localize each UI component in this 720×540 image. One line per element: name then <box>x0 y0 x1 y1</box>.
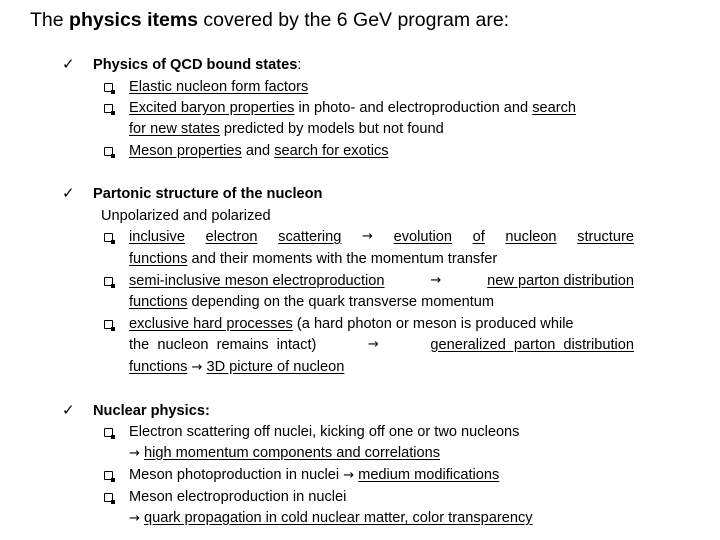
checkmark-icon: ✓ <box>62 402 75 419</box>
square-bullet-icon <box>104 233 113 242</box>
arrow-icon: → <box>430 273 442 288</box>
arrow-icon: → <box>191 360 203 375</box>
arrow-icon: → <box>129 446 140 461</box>
list-item: Meson electroproduction in nuclei <box>129 489 347 505</box>
section-heading-qcd: Physics of QCD bound states: <box>93 57 302 73</box>
list-item: Excited baryon properties in photo- and electroproduction and search <box>129 100 577 116</box>
list-item: exclusive hard processes (a hard photon or meson is produced while <box>129 316 574 332</box>
list-item: Elastic nucleon form factors <box>129 79 309 95</box>
square-bullet-icon <box>104 104 113 113</box>
checkmark-icon: ✓ <box>62 185 75 202</box>
arrow-icon: → <box>343 468 355 483</box>
list-item-continuation: the nucleon remains intact) → generalized parton distribution <box>129 337 634 353</box>
section-heading-nuclear: Nuclear physics: <box>93 403 210 419</box>
square-bullet-icon <box>104 471 113 480</box>
square-bullet-icon <box>104 83 113 92</box>
list-item-continuation: → quark propagation in cold nuclear matter, color transparency <box>129 510 533 526</box>
section-heading-partonic: Partonic structure of the nucleon <box>93 186 323 202</box>
list-item-continuation: → high momentum components and correlations <box>129 445 441 461</box>
square-bullet-icon <box>104 320 113 329</box>
checkmark-icon: ✓ <box>62 56 75 73</box>
list-item-continuation: functions and their moments with the momentum transfer <box>129 251 498 267</box>
list-item: semi-inclusive meson electroproduction → new parton distribution <box>129 273 634 289</box>
list-item: Meson photoproduction in nuclei → medium modifications <box>129 467 500 483</box>
page-title: The physics items covered by the 6 GeV program are: <box>30 9 510 31</box>
arrow-icon: → <box>362 229 373 244</box>
arrow-icon: → <box>129 511 140 526</box>
section-subheading: Unpolarized and polarized <box>101 208 271 224</box>
list-item-continuation: functions depending on the quark transverse momentum <box>129 294 495 310</box>
list-item: Meson properties and search for exotics <box>129 143 389 159</box>
list-item: inclusive electron scattering → evolution of nucleon structure <box>129 229 634 245</box>
square-bullet-icon <box>104 493 113 502</box>
square-bullet-icon <box>104 147 113 156</box>
square-bullet-icon <box>104 277 113 286</box>
arrow-icon: → <box>367 337 379 352</box>
list-item: Electron scattering off nuclei, kicking off one or two nucleons <box>129 424 520 440</box>
square-bullet-icon <box>104 428 113 437</box>
list-item-continuation: for new states predicted by models but not found <box>129 121 444 137</box>
list-item-continuation: functions → 3D picture of nucleon <box>129 359 345 375</box>
